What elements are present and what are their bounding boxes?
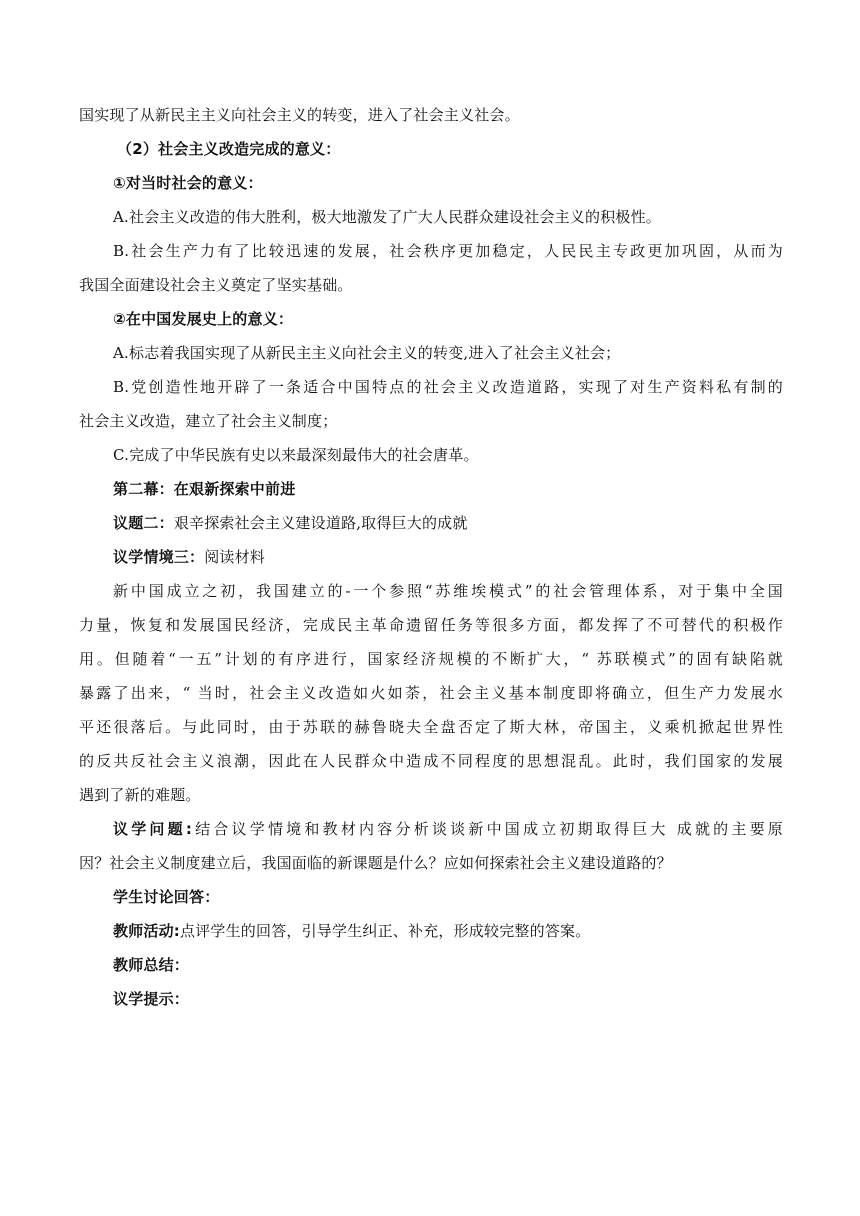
- section-heading: （2）社会主义改造完成的意义：: [117, 140, 341, 158]
- text-line: 因？社会主义制度建立后，我国面临的新课题是什么？应如何探索社会主义建设道路的？: [79, 854, 672, 872]
- text-line: A.社会主义改造的伟大胜利，极大地激发了广大人民群众建设社会主义的积极性。: [113, 208, 662, 226]
- context-line: [79, 540, 783, 574]
- teacher-activity-label: 教师活动:: [113, 922, 180, 940]
- text-line: 新中国成立之初，我国建立的-一个参照“苏维埃模式”的社会管理体系，对于集中全国: [113, 582, 783, 600]
- topic-label: 议题二：: [113, 514, 174, 532]
- text-line: 国实现了从新民主主义向社会主义的转变，进入了社会主义社会。: [79, 106, 520, 124]
- question-label: 议学问题:: [113, 820, 193, 838]
- text-line: 平还很落后。与此同时，由于苏联的赫鲁晓夫全盘否定了斯大林，帝国主，义乘机掀起世界性: [79, 718, 783, 736]
- subsection-heading: ②在中国发展史上的意义：: [113, 310, 294, 328]
- text-line: 力量，恢复和发展国民经济，完成民主革命遗留任务等很多方面，都发挥了不可替代的积极作: [79, 616, 783, 634]
- text-line: C.完成了中华民族有史以来最深刻最伟大的社会唐革。: [113, 446, 479, 464]
- text-line: 我国全面建设社会主义奠定了坚实基础。: [79, 276, 353, 294]
- context-text: 阅读材料: [204, 548, 266, 566]
- text-line: B.社会生产力有了比较迅速的发展，社会秩序更加稳定，人民民主专政更加巩固，从而为: [113, 242, 783, 260]
- text-line: 暴露了出来，“ 当时，社会主义改造如火如荼，社会主义基本制度即将确立，但生产力发展水: [79, 684, 783, 702]
- topic-line: [79, 506, 783, 540]
- teacher-activity-text: 点评学生的回答，引导学生纠正、补充，形成较完整的答案。: [180, 922, 591, 940]
- text-line: 遇到了新的难题。: [79, 786, 201, 804]
- act-heading: 第二幕：在艰新探索中前进: [113, 480, 296, 498]
- question-text: 结合议学情境和教材内容分析谈谈新中国成立初期取得巨大 成就的主要原: [192, 820, 784, 838]
- topic-text: 艰辛探索社会主义建设道路,取得巨大的成就: [173, 514, 468, 532]
- text-line: A.标志着我国实现了从新民主主义向社会主义的转变,进入了社会主义社会；: [113, 344, 621, 362]
- question-line: [79, 812, 783, 846]
- teacher-activity-line: [79, 914, 783, 948]
- subsection-heading: ①对当时社会的意义：: [113, 174, 263, 192]
- study-hint-heading: 议学提示：: [113, 990, 190, 1008]
- text-line: 用。但随着“一五”计划的有序进行，国家经济规模的不断扩大，“ 苏联模式”的固有缺陷就: [79, 650, 783, 668]
- text-line: 社会主义改造，建立了社会主义制度；: [79, 412, 338, 430]
- document-page: [79, 98, 783, 1016]
- text-line: 的反共反社会主义浪潮，因此在人民群众中造成不同程度的思想混乱。此时，我们国家的发展: [79, 752, 783, 770]
- student-discussion-heading: 学生讨论回答：: [113, 888, 220, 906]
- context-label: 议学情境三：: [113, 548, 205, 566]
- text-line: B.党创造性地开辟了一条适合中国特点的社会主义改造道路，实现了对生产资料私有制的: [113, 378, 783, 396]
- teacher-summary-heading: 教师总结：: [113, 956, 190, 974]
